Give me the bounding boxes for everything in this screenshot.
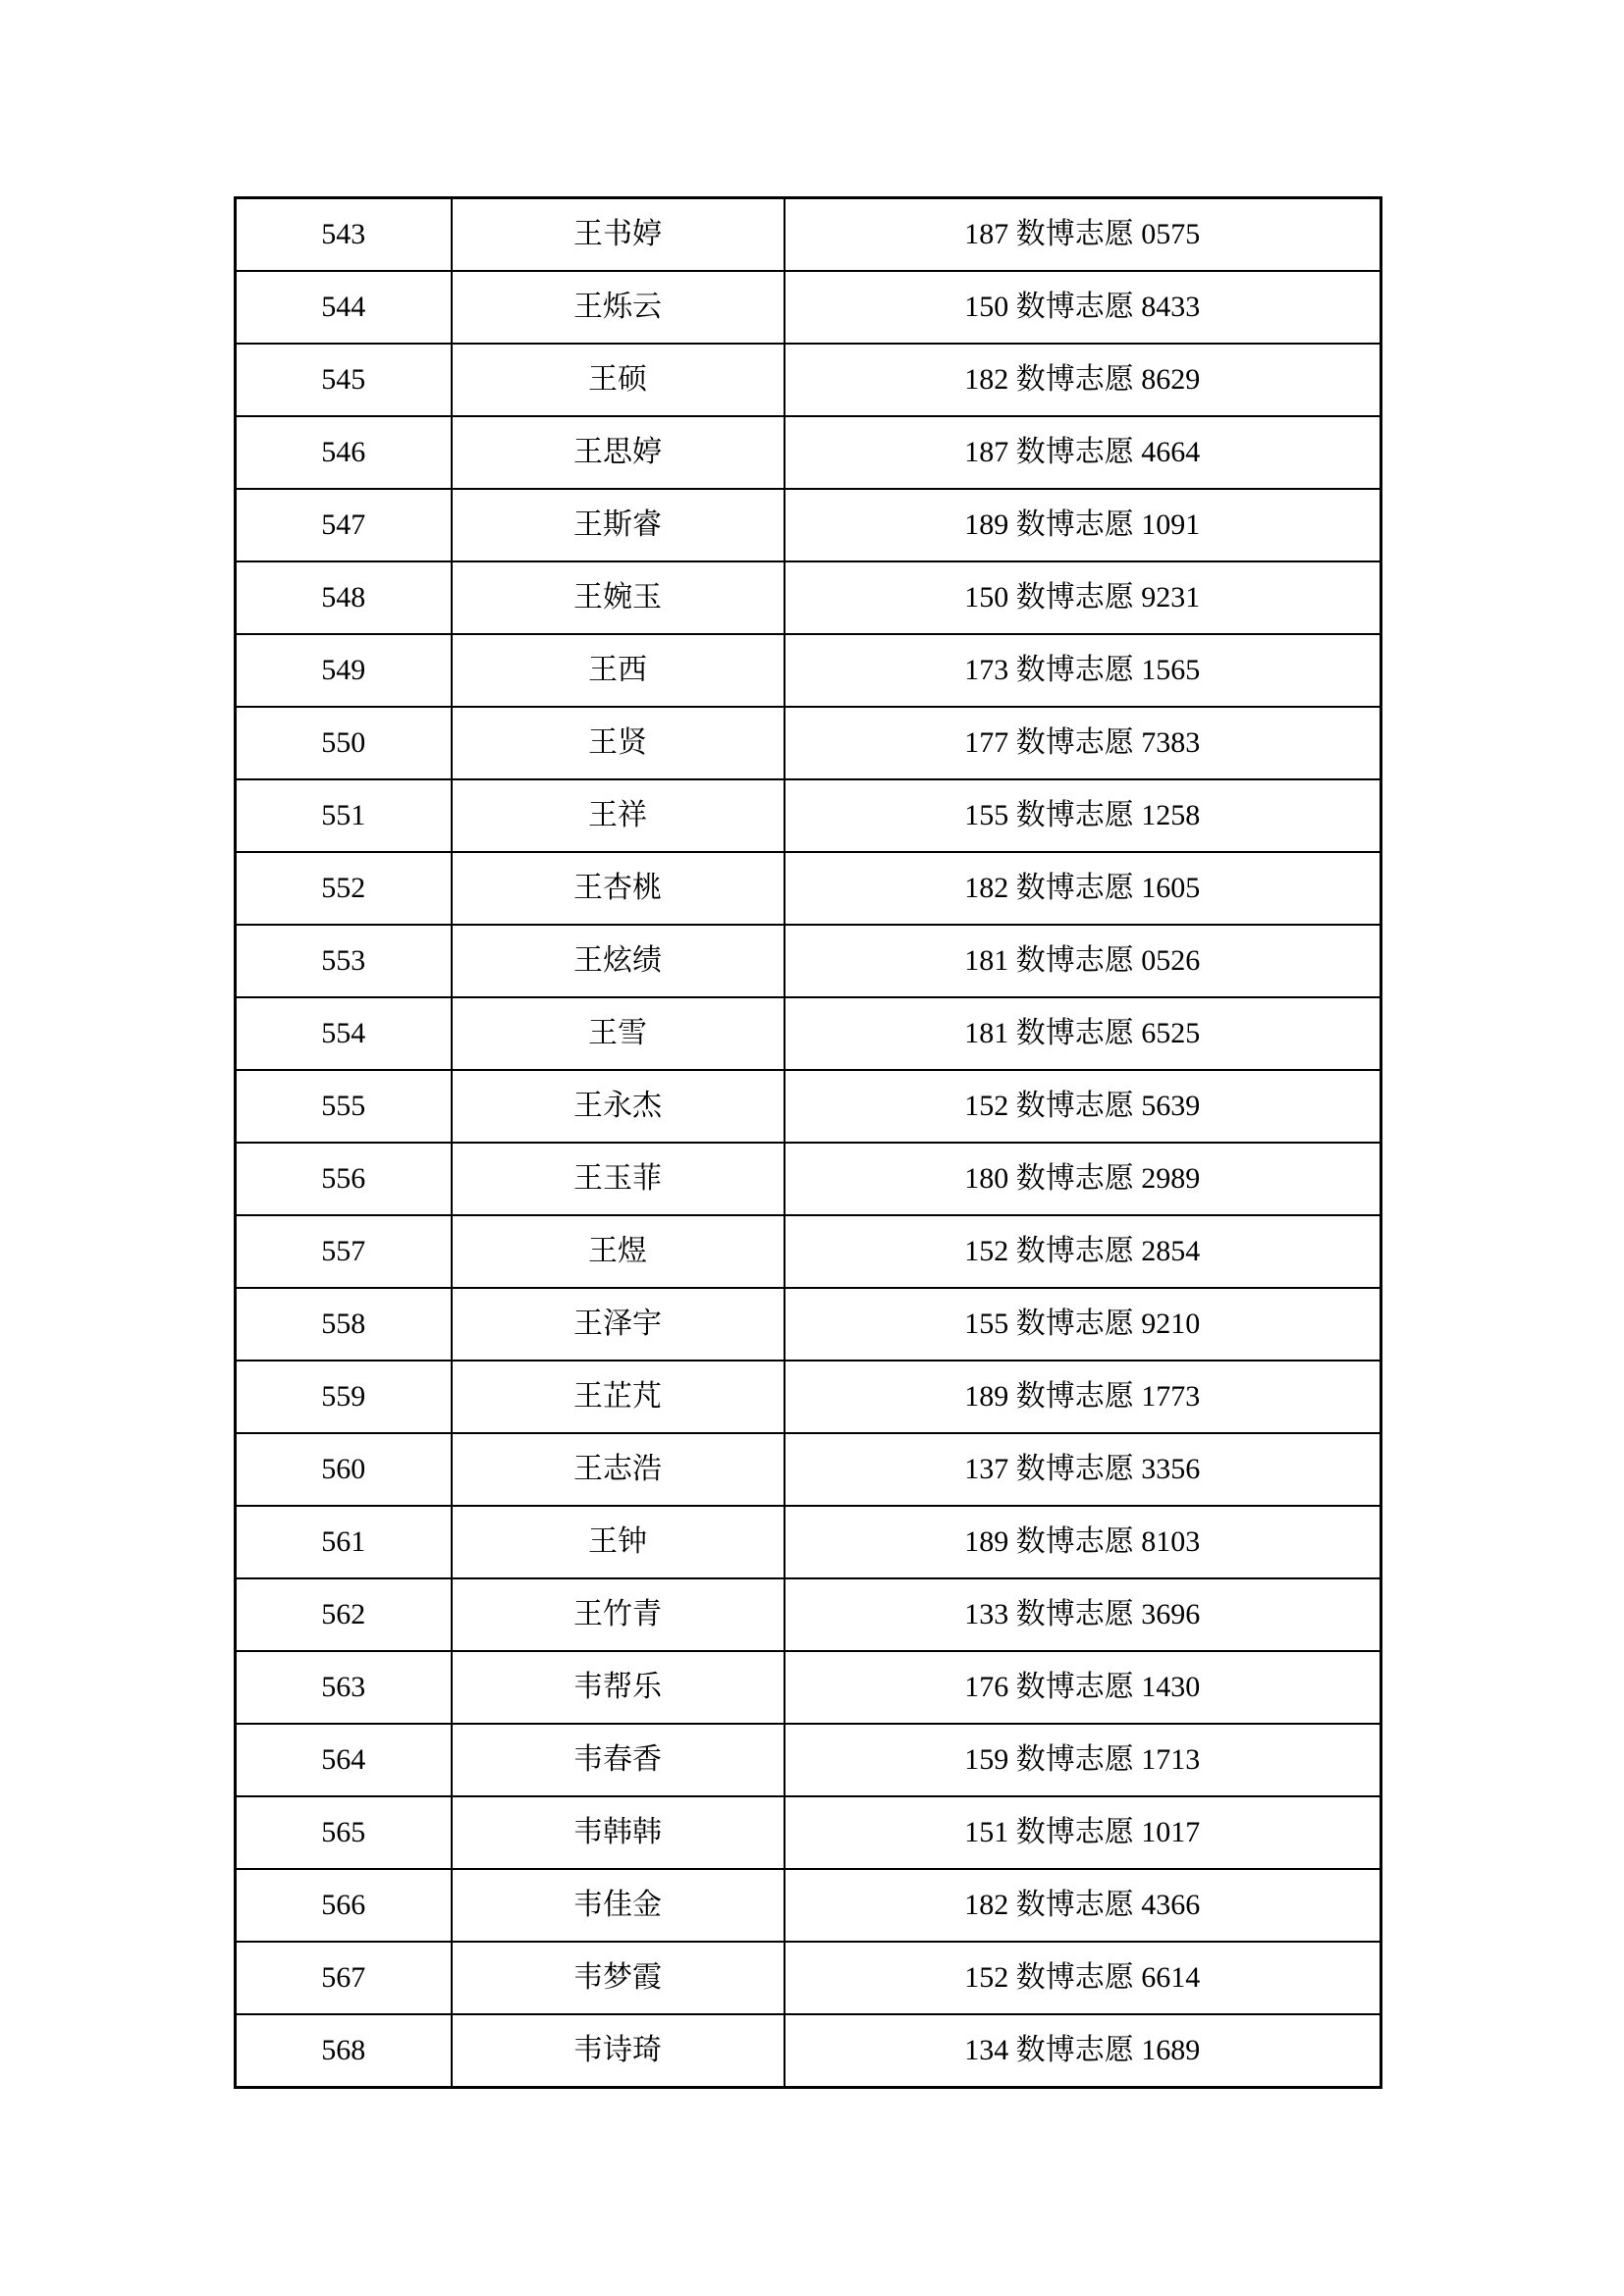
name-cell: 王西 xyxy=(452,634,785,707)
table-row xyxy=(236,1433,1381,1506)
row-number-cell: 556 xyxy=(236,1143,452,1215)
table-row xyxy=(236,1070,1381,1143)
name-cell: 韦梦霞 xyxy=(452,1942,785,2014)
table-row xyxy=(236,344,1381,416)
volunteer-code-cell: 150 数博志愿 8433 xyxy=(785,271,1381,344)
volunteer-code-cell: 182 数博志愿 8629 xyxy=(785,344,1381,416)
roster-table xyxy=(234,196,1382,2089)
name-cell: 王炫绩 xyxy=(452,925,785,997)
table-row xyxy=(236,852,1381,925)
name-cell: 王思婷 xyxy=(452,416,785,489)
name-cell: 王烁云 xyxy=(452,271,785,344)
name-cell: 王钟 xyxy=(452,1506,785,1578)
table-row xyxy=(236,2014,1381,2088)
name-cell: 王硕 xyxy=(452,344,785,416)
row-number-cell: 551 xyxy=(236,779,452,852)
table-row xyxy=(236,416,1381,489)
table-row xyxy=(236,271,1381,344)
volunteer-code-cell: 182 数博志愿 1605 xyxy=(785,852,1381,925)
row-number-cell: 568 xyxy=(236,2014,452,2088)
volunteer-code-cell: 133 数博志愿 3696 xyxy=(785,1578,1381,1651)
row-number-cell: 563 xyxy=(236,1651,452,1724)
table-row xyxy=(236,1724,1381,1796)
volunteer-code-cell: 134 数博志愿 1689 xyxy=(785,2014,1381,2088)
name-cell: 王志浩 xyxy=(452,1433,785,1506)
name-cell: 韦帮乐 xyxy=(452,1651,785,1724)
volunteer-code-cell: 159 数博志愿 1713 xyxy=(785,1724,1381,1796)
table-row xyxy=(236,561,1381,634)
table-row xyxy=(236,1942,1381,2014)
name-cell: 王斯睿 xyxy=(452,489,785,561)
volunteer-code-cell: 152 数博志愿 5639 xyxy=(785,1070,1381,1143)
volunteer-code-cell: 152 数博志愿 6614 xyxy=(785,1942,1381,2014)
volunteer-code-cell: 151 数博志愿 1017 xyxy=(785,1796,1381,1869)
volunteer-code-cell: 180 数博志愿 2989 xyxy=(785,1143,1381,1215)
volunteer-code-cell: 155 数博志愿 9210 xyxy=(785,1288,1381,1361)
table-row xyxy=(236,198,1381,272)
table-row xyxy=(236,1361,1381,1433)
row-number-cell: 553 xyxy=(236,925,452,997)
table-row xyxy=(236,997,1381,1070)
row-number-cell: 546 xyxy=(236,416,452,489)
row-number-cell: 559 xyxy=(236,1361,452,1433)
volunteer-code-cell: 189 数博志愿 8103 xyxy=(785,1506,1381,1578)
volunteer-code-cell: 150 数博志愿 9231 xyxy=(785,561,1381,634)
name-cell: 韦佳金 xyxy=(452,1869,785,1942)
name-cell: 王祥 xyxy=(452,779,785,852)
volunteer-code-cell: 155 数博志愿 1258 xyxy=(785,779,1381,852)
name-cell: 王煜 xyxy=(452,1215,785,1288)
row-number-cell: 567 xyxy=(236,1942,452,2014)
name-cell: 王婉玉 xyxy=(452,561,785,634)
volunteer-code-cell: 152 数博志愿 2854 xyxy=(785,1215,1381,1288)
volunteer-code-cell: 137 数博志愿 3356 xyxy=(785,1433,1381,1506)
roster-table-body xyxy=(236,198,1381,2088)
row-number-cell: 566 xyxy=(236,1869,452,1942)
row-number-cell: 543 xyxy=(236,198,452,272)
table-row xyxy=(236,1869,1381,1942)
volunteer-code-cell: 187 数博志愿 0575 xyxy=(785,198,1381,272)
row-number-cell: 560 xyxy=(236,1433,452,1506)
row-number-cell: 545 xyxy=(236,344,452,416)
volunteer-code-cell: 187 数博志愿 4664 xyxy=(785,416,1381,489)
volunteer-code-cell: 182 数博志愿 4366 xyxy=(785,1869,1381,1942)
table-row xyxy=(236,1796,1381,1869)
table-row xyxy=(236,1215,1381,1288)
row-number-cell: 544 xyxy=(236,271,452,344)
table-row xyxy=(236,1506,1381,1578)
table-row xyxy=(236,634,1381,707)
name-cell: 王玉菲 xyxy=(452,1143,785,1215)
volunteer-code-cell: 189 数博志愿 1091 xyxy=(785,489,1381,561)
row-number-cell: 565 xyxy=(236,1796,452,1869)
table-row xyxy=(236,779,1381,852)
volunteer-code-cell: 173 数博志愿 1565 xyxy=(785,634,1381,707)
name-cell: 王泽宇 xyxy=(452,1288,785,1361)
name-cell: 王书婷 xyxy=(452,198,785,272)
table-row xyxy=(236,1143,1381,1215)
volunteer-code-cell: 181 数博志愿 0526 xyxy=(785,925,1381,997)
table-row xyxy=(236,1578,1381,1651)
name-cell: 韦春香 xyxy=(452,1724,785,1796)
name-cell: 王竹青 xyxy=(452,1578,785,1651)
row-number-cell: 564 xyxy=(236,1724,452,1796)
name-cell: 王贤 xyxy=(452,707,785,779)
row-number-cell: 557 xyxy=(236,1215,452,1288)
row-number-cell: 555 xyxy=(236,1070,452,1143)
volunteer-code-cell: 176 数博志愿 1430 xyxy=(785,1651,1381,1724)
table-row xyxy=(236,925,1381,997)
row-number-cell: 562 xyxy=(236,1578,452,1651)
row-number-cell: 552 xyxy=(236,852,452,925)
name-cell: 韦诗琦 xyxy=(452,2014,785,2088)
row-number-cell: 550 xyxy=(236,707,452,779)
table-row xyxy=(236,1651,1381,1724)
row-number-cell: 548 xyxy=(236,561,452,634)
table-row xyxy=(236,1288,1381,1361)
row-number-cell: 549 xyxy=(236,634,452,707)
name-cell: 王芷芃 xyxy=(452,1361,785,1433)
row-number-cell: 558 xyxy=(236,1288,452,1361)
name-cell: 韦韩韩 xyxy=(452,1796,785,1869)
name-cell: 王杏桃 xyxy=(452,852,785,925)
table-row xyxy=(236,707,1381,779)
row-number-cell: 547 xyxy=(236,489,452,561)
table-row xyxy=(236,489,1381,561)
volunteer-code-cell: 181 数博志愿 6525 xyxy=(785,997,1381,1070)
name-cell: 王永杰 xyxy=(452,1070,785,1143)
volunteer-code-cell: 177 数博志愿 7383 xyxy=(785,707,1381,779)
row-number-cell: 561 xyxy=(236,1506,452,1578)
row-number-cell: 554 xyxy=(236,997,452,1070)
name-cell: 王雪 xyxy=(452,997,785,1070)
volunteer-code-cell: 189 数博志愿 1773 xyxy=(785,1361,1381,1433)
